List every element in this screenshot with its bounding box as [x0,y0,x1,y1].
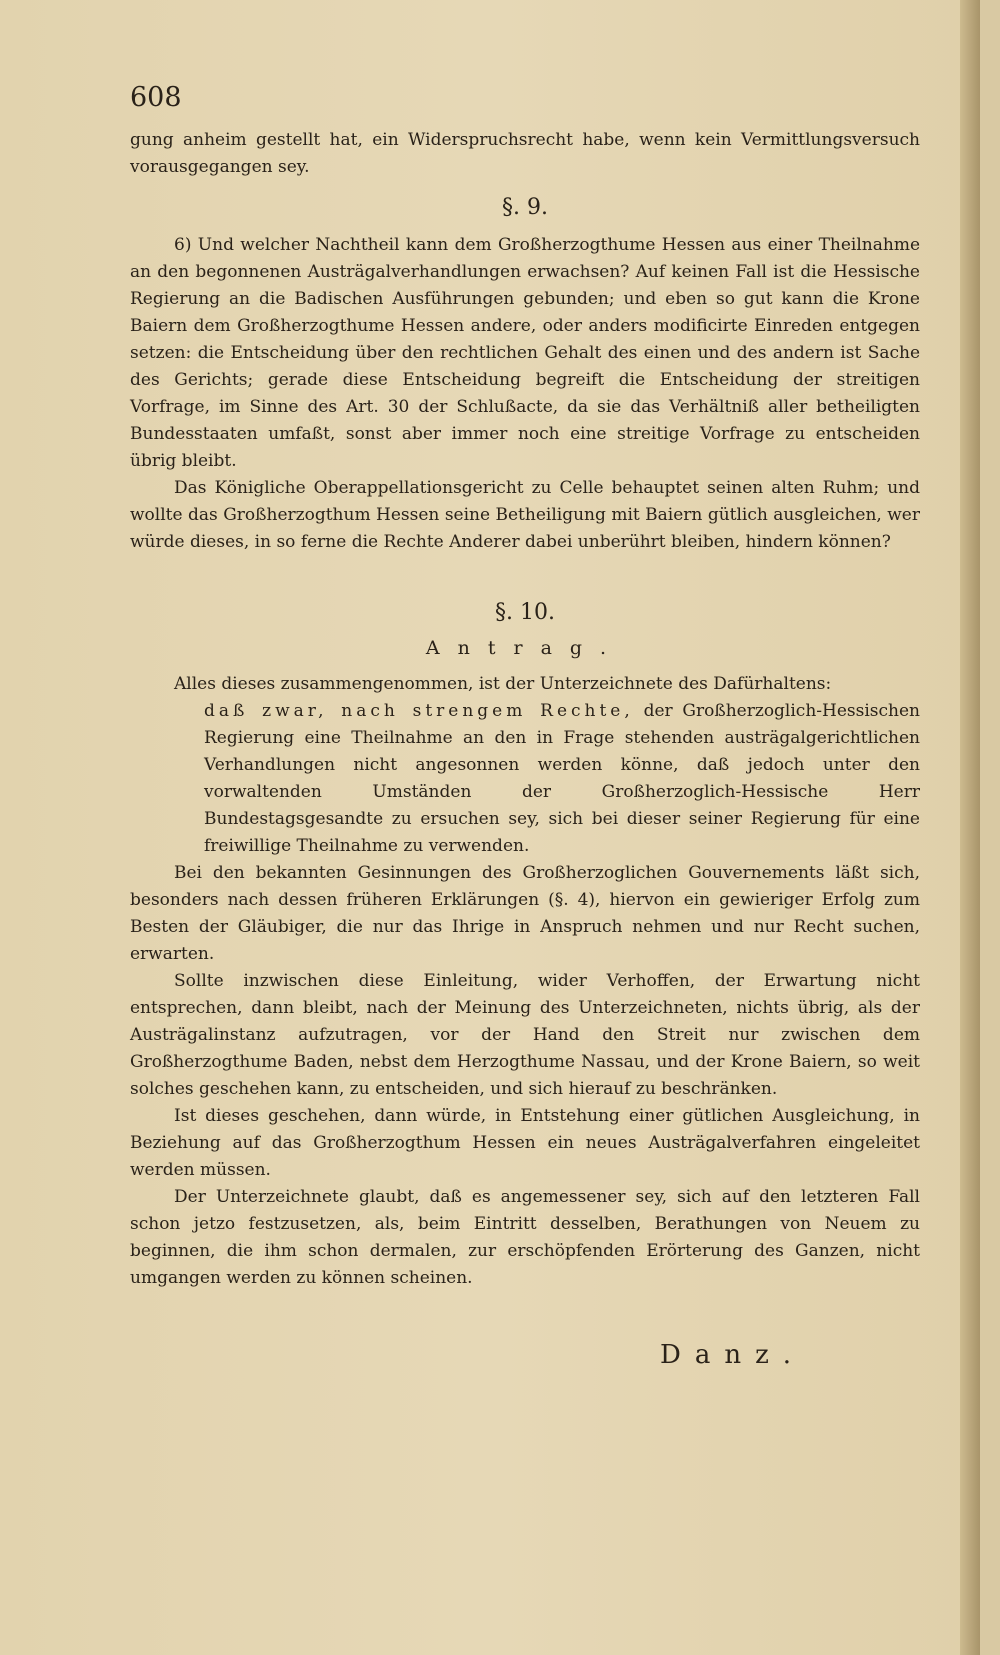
paragraph-summary-intro: Alles dieses zusammengenommen, ist der Unterzeichnete des Dafürhaltens: [174,674,832,694]
paragraph-proposal [130,698,920,860]
paragraph-section-9-point-6: 6) Und welcher Nachtheil kann dem Großherzogthume Hessen aus einer Theilnahme an den begonnenen Austrägalverhandlungen erwachsen? Auf keinen Fall ist die Hessische Regierung an die Badischen Ausführungen gebunden; und eben so gut kann die Krone Baiern dem Großherzogthume Hessen andere, oder anders modificirte Einreden entgegen setzen: die Entscheidung über den rechtlichen Gehalt des einen und des andern ist Sache des Gerichts; gerade diese Entscheidung begreift die Entscheidung der streitigen Vorfrage, im Sinne des Art. 30 der Schlußacte, da sie das Verhältniß aller betheiligten Bundesstaaten umfaßt, sonst aber immer noch eine streitige Vorfrage zu entscheiden übrig bleibt. [130,235,920,471]
paragraph-proposal-text: der Großherzoglich-Hessischen Regierung eine Theilnahme an den in Frage stehenden austrägalgerichtlichen Verhandlungen nicht angesonnen werden könne, daß jedoch unter den vorwaltenden Umständen der Großherzoglich-Hessische Herr Bundestagsgesandte zu ersuchen sey, sich bei dieser seiner Regierung für eine freiwillige Theilnahme zu verwenden. [204,701,920,856]
page-number: 608 [130,82,182,113]
paragraph-government-sentiments: Bei den bekannten Gesinnungen des Großherzoglichen Gouvernements läßt sich, besonders nach dessen früheren Erklärungen (§. 4), hiervon ein gewieriger Erfolg zum Besten der Gläubiger, die nur das Ihrige in Anspruch nehmen und nur Recht suchen, erwarten. [130,863,920,964]
signature: Danz. [660,1340,806,1370]
paragraph-celle-court: Das Königliche Oberappellationsgericht zu Celle behauptet seinen alten Ruhm; und wollte das Großherzogthum Hessen seine Betheiligung mit Baiern gütlich ausgleichen, wer würde dieses, in so ferne die Rechte Anderer dabei unberührt bleiben, hindern können? [130,478,920,552]
paragraph-continuation: gung anheim gestellt hat, ein Widerspruchsrecht habe, wenn kein Vermittlungsversuch vorausgegangen sey. [130,130,920,177]
section-subheading-antrag: Antrag. [425,637,625,659]
section-heading-10: §. 10. [495,600,555,625]
paragraph-new-procedure: Ist dieses geschehen, dann würde, in Entstehung einer gütlichen Ausgleichung, in Beziehung auf das Großherzogthum Hessen ein neues Austrägalverfahren eingeleitet werden müssen. [130,1106,920,1180]
spaced-emphasis: daß zwar, nach strengem Rechte, [204,701,634,721]
section-heading-9: §. 9. [502,195,548,220]
page-edge [960,0,980,1655]
paragraph-conclusion: Der Unterzeichnete glaubt, daß es angemessener sey, sich auf den letzteren Fall schon jetzo festzusetzen, als, beim Eintritt desselben, Berathungen von Neuem zu beginnen, die ihm schon dermalen, zur erschöpfenden Erörterung des Ganzen, nicht umgangen werden zu können scheinen. [130,1187,920,1288]
paragraph-alternative: Sollte inzwischen diese Einleitung, wider Verhoffen, der Erwartung nicht entsprechen, dann bleibt, nach der Meinung des Unterzeichneten, nichts übrig, als der Austrägalinstanz aufzutragen, vor der Hand den Streit nur zwischen dem Großherzogthume Baden, nebst dem Herzogthume Nassau, und der Krone Baiern, so weit solches geschehen kann, zu entscheiden, und sich hierauf zu beschränken. [130,971,920,1099]
